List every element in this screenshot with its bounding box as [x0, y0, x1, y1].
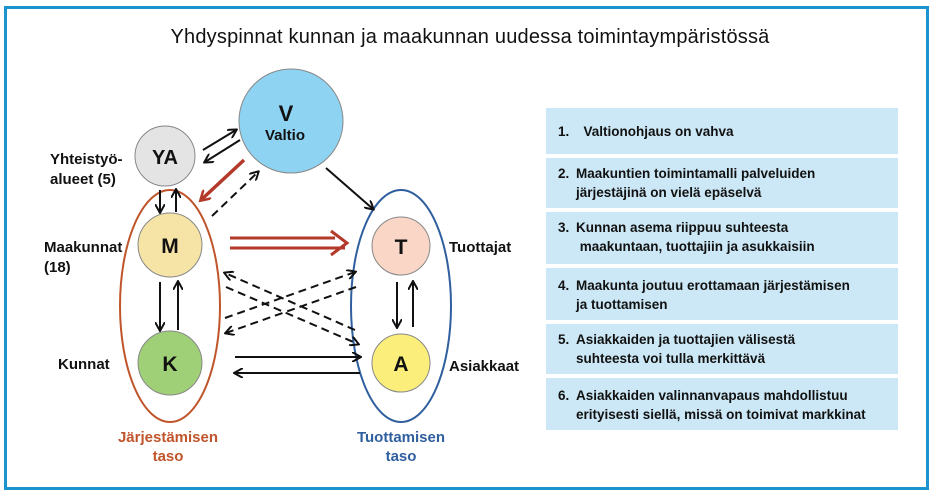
list-item-text: Maakuntien toimintamalli palveluiden järjestäjinä on vielä epäselvä [576, 166, 816, 200]
k-letter: K [162, 353, 178, 376]
label-kunnat: Kunnat [58, 356, 110, 373]
label-asiakkaat: Asiakkaat [449, 358, 520, 375]
label-jarjestamisen-taso: Järjestämisen taso [117, 429, 219, 465]
findings-list [546, 108, 898, 434]
page-title: Yhdyspinnat kunnan ja maakunnan uudessa toimintaympäristössä [170, 26, 770, 48]
list-item-text: Maakunta joutuu erottamaan järjestämisen ja tuottamisen [576, 278, 850, 312]
arrow-valtio-to-ya [205, 140, 240, 162]
list-item [546, 268, 898, 320]
list-item [546, 212, 898, 264]
list-item-number: 3. [558, 220, 570, 235]
m-letter: M [161, 235, 179, 258]
list-item-number: 2. [558, 166, 570, 181]
arrow-m-to-valtio-dashed [212, 172, 258, 216]
list-item [546, 158, 898, 208]
list-item-text: Asiakkaiden valinnanvapaus mahdollistuu erityisesti siellä, missä on toimivat markkinat [576, 388, 866, 422]
list-item-number: 6. [558, 388, 570, 403]
label-tuottajat: Tuottajat [449, 239, 512, 256]
arrow-valtio-to-m-red [201, 160, 244, 200]
valtio-sub: Valtio [264, 127, 306, 144]
label-maakunnat: Maakunnat (18) [44, 239, 123, 276]
list-item-number: 1. [558, 124, 570, 139]
t-letter: T [394, 236, 408, 259]
arrow-m-to-t-red-head [331, 231, 347, 255]
list-item [546, 324, 898, 374]
valtio-letter: V [278, 101, 294, 126]
arrow-ya-to-valtio [203, 130, 236, 150]
list-item-text: Kunnan asema riippuu suhteesta maakuntaan, tuottajiin ja asukkaisiin [576, 220, 815, 254]
list-item-text: Asiakkaiden ja tuottajien välisestä suhteesta voi tulla merkittävä [576, 332, 796, 366]
label-yhteistyoalueet: Yhteistyö- alueet (5) [50, 151, 123, 188]
list-item [546, 108, 898, 154]
list-item-text: Valtionohjaus on vahva [576, 124, 734, 139]
ya-letter: YA [152, 147, 178, 169]
list-item-number: 4. [558, 278, 570, 293]
label-tuottamisen-taso: Tuottamisen taso [356, 429, 446, 465]
arrow-a-to-m-dashed [225, 273, 355, 330]
list-item-number: 5. [558, 332, 570, 347]
a-letter: A [393, 353, 409, 376]
arrow-valtio-to-t [326, 168, 373, 209]
arrow-m-to-a-dashed [226, 287, 358, 344]
list-item [546, 378, 898, 430]
